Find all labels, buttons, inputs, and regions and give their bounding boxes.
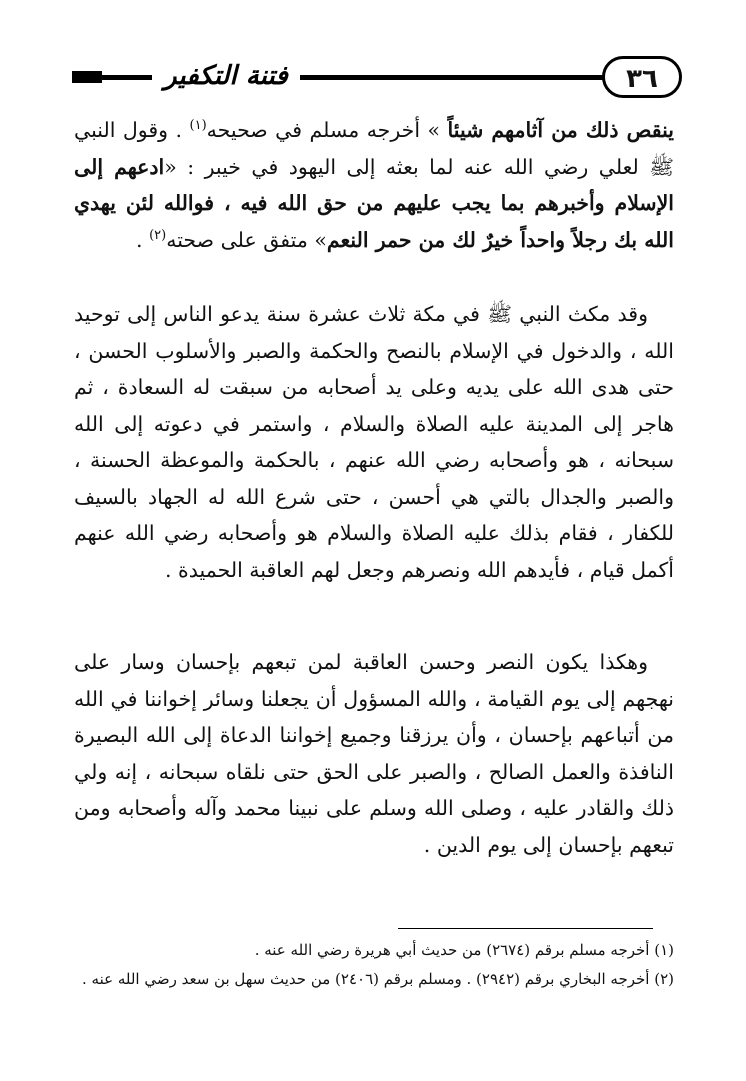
para2-text: وقد مكث النبي ﷺ في مكة ثلاث عشرة سنة يدعو الناس إلى توحيد الله ، والدخول في الإسلام بالنصح والحكمة والصبر والأسلوب الحسن ، حتى هدى الله على يديه وعلى يد أصحابه من سبقت له السعادة ، ثم هاجر إلى المدينة عليه الصلاة والسلام ، واستمر في دعوته إلى الله سبحانه ، هو وأصحابه رضي الله عنهم ، بالحكمة والموعظة الحسنة ، والصبر والجدال بالتي هي أحسن ، حتى شرع الله له الجهاد بالسيف للكفار ، فقام بذلك عليه الصلاة والسلام هو وأصحابه رضي الله عنهم أكمل قيام ، فأيدهم الله ونصرهم وجعل لهم العاقبة الحميدة . xyxy=(74,302,674,582)
page-number: ٣٦ xyxy=(602,56,682,98)
hadith-text-bold-2: ادعهم إلى الإسلام وأخبرهم بما يجب عليهم من حق الله فيه ، فوالله لئن يهدي الله بك رجلاً واحداً خيرٌ لك من حمر النعم xyxy=(74,154,674,252)
paragraph-3 xyxy=(74,644,674,863)
footnote-ref-1: (١) xyxy=(189,118,207,134)
footnote-separator xyxy=(398,928,653,929)
paragraph-2 xyxy=(74,296,674,588)
paragraph-1 xyxy=(74,112,674,258)
page-header xyxy=(72,56,672,100)
footnote-1: (١) أخرجه مسلم برقم (٢٦٧٤) من حديث أبي هريرة رضي الله عنه . xyxy=(254,941,674,959)
running-title: فتنة التكفير xyxy=(152,58,300,94)
footnote-ref-2: (٢) xyxy=(149,227,167,243)
footnotes xyxy=(74,936,674,994)
hadith-text-bold-1: ينقص ذلك من آثامهم شيئاً xyxy=(447,118,674,142)
para1-text-3: » متفق على صحته xyxy=(166,227,327,252)
para1-text-2: . وقول النبي ﷺ لعلي رضي الله عنه لما بعثه إلى اليهود في خيبر : « xyxy=(74,118,674,179)
header-dash xyxy=(72,71,102,83)
para1-text-1: » أخرجه مسلم في صحيحه xyxy=(206,118,448,142)
footnote-2: (٢) أخرجه البخاري برقم (٢٩٤٢) . ومسلم برقم (٢٤٠٦) من حديث سهل بن سعد رضي الله عنه . xyxy=(82,970,674,988)
para3-text: وهكذا يكون النصر وحسن العاقبة لمن تبعهم بإحسان وسار على نهجهم إلى يوم القيامة ، والله المسؤول أن يجعلنا وسائر إخواننا في الله من أتباعهم بإحسان ، وأن يرزقنا وجميع إخواننا الدعاة إلى الله البصيرة النافذة والعمل الصالح ، والصبر على الحق حتى نلقاه سبحانه ، إنه ولي ذلك والقادر عليه ، وصلى الله وسلم على نبينا محمد وآله وأصحابه ومن تبعهم بإحسان إلى يوم الدين . xyxy=(74,650,674,857)
para1-text-4: . xyxy=(136,227,150,252)
